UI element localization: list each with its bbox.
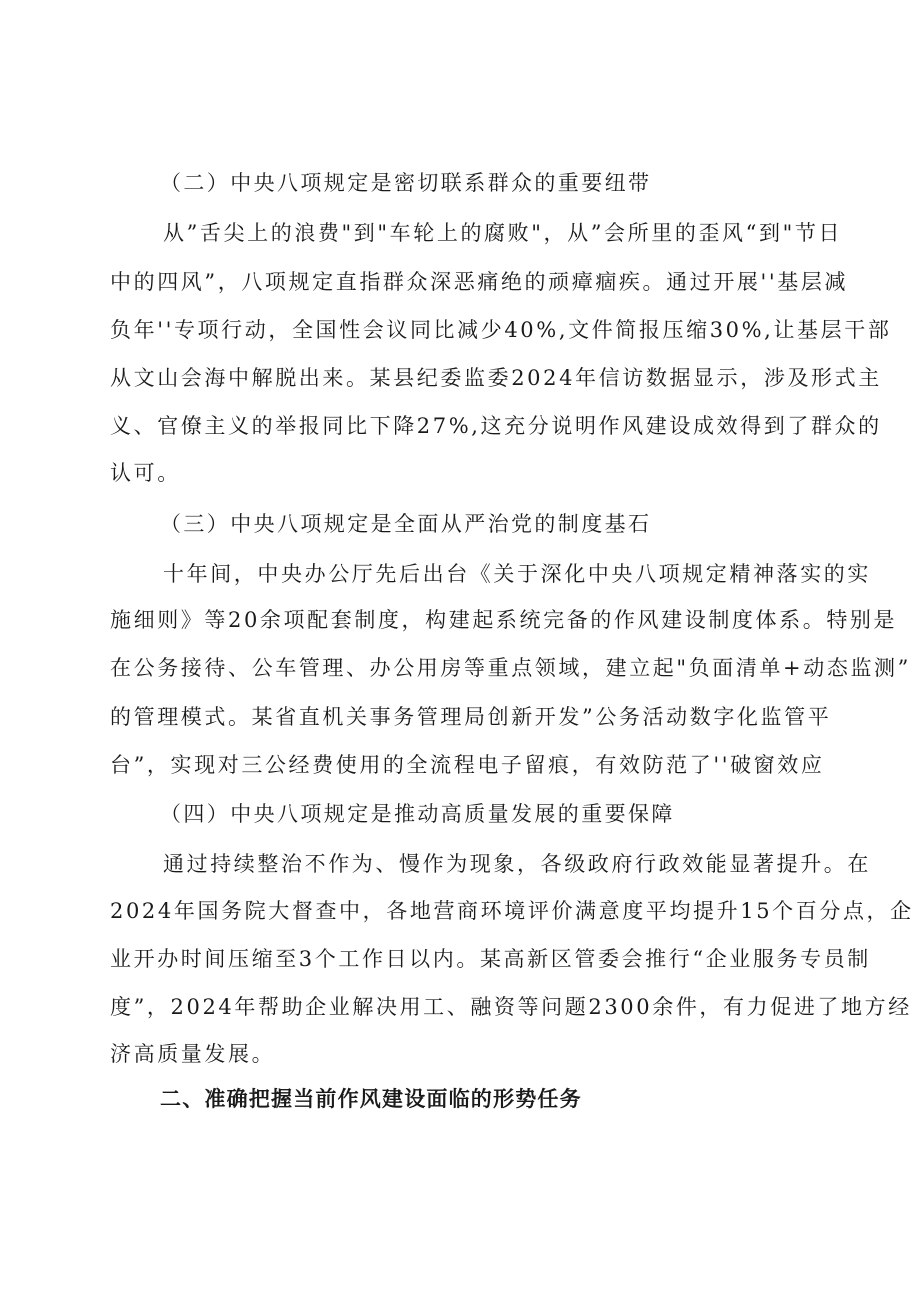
paragraph-line: 认可。 xyxy=(110,461,181,485)
paragraph-line: 施细则》等20余项配套制度，构建起系统完备的作风建设制度体系。特别是 xyxy=(110,608,898,632)
paragraph-line: 的管理模式。某省直机关事务管理局创新开发”公务活动数字化监管平 xyxy=(110,705,832,729)
paragraph-line: 通过持续整治不作为、慢作为现象，各级政府行政效能显著提升。在 xyxy=(163,852,871,876)
paragraph-line: 从”舌尖上的浪费"到"车轮上的腐败"，从”会所里的歪风“到"节日 xyxy=(163,221,843,245)
paragraph-line: 2024年国务院大督查中，各地营商环境评价满意度平均提升15个百分点，企 xyxy=(110,899,914,923)
paragraph-line: 业开办时间压缩至3个工作日以内。某高新区管委会推行“企业服务专员制 xyxy=(110,947,871,971)
paragraph-line: 济高质量发展。 xyxy=(110,1042,276,1066)
paragraph-line: 中的四风”，八项规定直指群众深恶痛绝的顽瘴痼疾。通过开展''基层减 xyxy=(110,270,849,294)
paragraph-line: 从文山会海中解脱出来。某县纪委监委2024年信访数据显示，涉及形式主 xyxy=(110,366,882,390)
section-heading: （二）中央八项规定是密切联系群众的重要纽带 xyxy=(160,171,652,195)
paragraph-line: 在公务接待、公车管理、办公用房等重点领域，建立起"负面清单+动态监测” xyxy=(110,656,911,680)
paragraph-line: 台”，实现对三公经费使用的全流程电子留痕，有效防范了''破窗效应 xyxy=(110,753,825,777)
paragraph-line: 义、官僚主义的举报同比下降27%,这充分说明作风建设成效得到了群众的 xyxy=(110,414,882,438)
section-heading: （四）中央八项规定是推动高质量发展的重要保障 xyxy=(160,802,675,826)
section-heading: （三）中央八项规定是全面从严治党的制度基石 xyxy=(160,512,652,536)
paragraph-line: 十年间，中央办公厅先后出台《关于深化中央八项规定精神落实的实 xyxy=(163,562,871,586)
part-heading: 二、准确把握当前作风建设面临的形势任务 xyxy=(160,1087,582,1111)
paragraph-line: 度”，2024年帮助企业解决用工、融资等问题2300余件，有力促进了地方经 xyxy=(110,995,912,1019)
paragraph-line: 负年''专项行动，全国性会议同比减少40%,文件简报压缩30%,让基层干部 xyxy=(110,318,892,342)
